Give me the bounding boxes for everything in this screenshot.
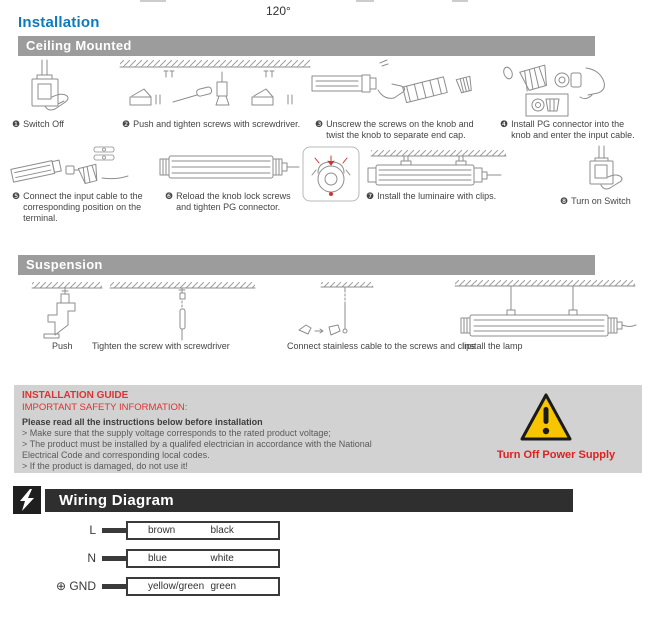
wire-label-GND: ⊕ GND xyxy=(55,579,96,593)
guide-bullet: > If the product is damaged, do not use it! xyxy=(22,461,188,471)
step-caption xyxy=(560,196,650,207)
wire-color-box-L xyxy=(126,521,280,540)
step-text: Unscrew the screws on the knob and twist the knob to separate end cap. xyxy=(326,119,474,140)
guide-subheading: IMPORTANT SAFETY INFORMATION: xyxy=(22,402,188,413)
suspension-caption: Tighten the screw with screwdriver xyxy=(92,341,230,351)
install-lamp-illustration xyxy=(453,280,638,344)
wire-stub xyxy=(102,556,126,561)
guide-intro: Please read all the instructions below before installation xyxy=(22,417,263,427)
stainless-cable-illustration xyxy=(293,282,378,342)
step-text: Install PG connector into the knob and enter the input cable. xyxy=(511,119,635,140)
suspension-caption: Connect stainless cable to the screws and clips xyxy=(287,341,476,351)
step-number: ❹ xyxy=(500,119,509,129)
screwdriver-screw-illustration xyxy=(108,282,258,342)
ceiling-mounted-banner: Ceiling Mounted xyxy=(18,36,595,56)
suspension-caption: Push xyxy=(52,341,73,351)
step-text: Push and tighten screws with screwdriver. xyxy=(133,119,301,129)
wire-label-L: L xyxy=(89,523,96,537)
turn-on-switch-illustration xyxy=(572,146,638,194)
guide-heading: INSTALLATION GUIDE xyxy=(22,390,129,401)
wire-output-color: white xyxy=(210,553,234,564)
page-title: Installation xyxy=(18,14,100,31)
step-number: ❸ xyxy=(315,119,324,129)
warning-triangle-icon xyxy=(519,392,573,444)
switch-off-illustration xyxy=(10,60,88,116)
step-caption xyxy=(366,191,526,202)
step-caption xyxy=(315,119,493,141)
page-edge-artifact xyxy=(140,0,166,2)
end-cap-removal-illustration xyxy=(312,60,487,116)
wire-output-color: black xyxy=(210,525,234,536)
guide-bullet: > The product must be installed by a qualifed electrician in accordance with the National Electrical Code and corresponding local codes. xyxy=(22,439,372,460)
guide-bullet: > Make sure that the supply voltage corresponds to the rated product voltage; xyxy=(22,428,331,438)
step-number: ❻ xyxy=(165,191,174,201)
step-text: Connect the input cable to the corresponding position on the terminal. xyxy=(23,191,143,223)
wire-output-color: green xyxy=(210,581,237,592)
step-number: ❶ xyxy=(12,119,21,129)
lightning-bolt-icon xyxy=(13,486,41,514)
wire-input-color: blue xyxy=(148,553,167,564)
mounting-clips-illustration xyxy=(118,60,313,118)
step-caption xyxy=(12,119,102,130)
page-edge-artifact xyxy=(356,0,374,2)
pg-connector-illustration xyxy=(498,62,640,116)
wire-input-color: yellow/green xyxy=(148,581,205,592)
step-text: Reload the knob lock screws and tighten PG connector. xyxy=(176,191,291,212)
step-number: ❷ xyxy=(122,119,131,129)
wire-input-color: brown xyxy=(148,525,176,536)
step-caption xyxy=(500,119,640,141)
step-number: ❼ xyxy=(366,191,375,201)
step-number: ❽ xyxy=(560,196,569,206)
push-clip-illustration xyxy=(28,282,106,342)
step-caption xyxy=(165,191,305,213)
terminal-wiring-illustration xyxy=(12,146,130,192)
luminaire-clips-illustration xyxy=(366,150,511,192)
step-caption xyxy=(12,191,147,224)
wire-label-N: N xyxy=(87,551,96,565)
page-edge-artifact xyxy=(452,0,468,2)
beam-angle-label: 120° xyxy=(266,4,291,18)
suspension-caption: Install the lamp xyxy=(462,341,523,351)
step-caption xyxy=(122,119,322,130)
wire-stub xyxy=(102,528,126,533)
wire-color-box-GND xyxy=(126,577,280,596)
reload-knob-illustration xyxy=(160,152,300,182)
wire-color-box-N xyxy=(126,549,280,568)
suspension-banner: Suspension xyxy=(18,255,595,275)
wire-stub xyxy=(102,584,126,589)
turn-off-power-label: Turn Off Power Supply xyxy=(496,449,616,461)
step-text: Switch Off xyxy=(23,119,64,129)
step-text: Install the luminaire with clips. xyxy=(377,191,497,201)
step-number: ❺ xyxy=(12,191,21,201)
step-text: Turn on Switch xyxy=(571,196,631,206)
clip-detail-illustration xyxy=(302,146,360,202)
wiring-diagram-banner: Wiring Diagram xyxy=(45,489,573,512)
